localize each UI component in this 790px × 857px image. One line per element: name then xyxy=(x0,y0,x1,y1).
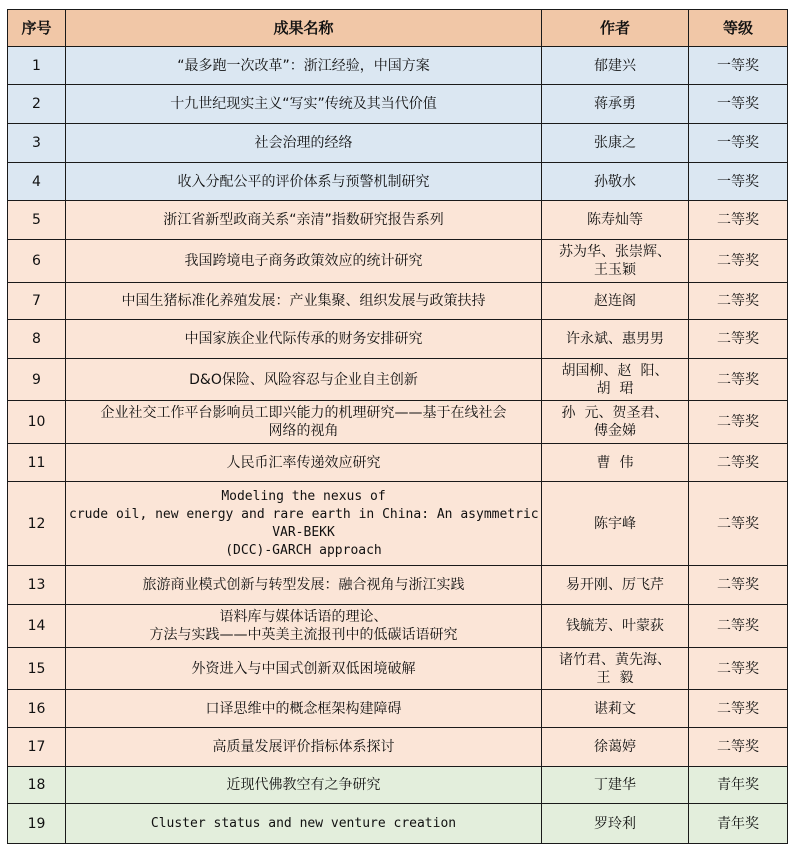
cell-grade: 二等奖 xyxy=(689,444,788,482)
cell-grade: 一等奖 xyxy=(689,124,788,163)
author-line: 陈寿灿等 xyxy=(587,212,643,228)
table-row xyxy=(8,85,788,124)
cell-title xyxy=(66,804,542,844)
cell-grade: 二等奖 xyxy=(689,320,788,359)
table-row xyxy=(8,444,788,482)
cell-grade: 二等奖 xyxy=(689,566,788,605)
cell-grade: 二等奖 xyxy=(689,240,788,283)
cell-grade: 一等奖 xyxy=(689,47,788,85)
cell-author xyxy=(542,728,689,767)
author-line: 曹 伟 xyxy=(596,454,634,471)
title-line: 网络的视角 xyxy=(268,423,339,439)
cell-author xyxy=(542,690,689,728)
cell-author xyxy=(542,482,689,566)
cell-no: 15 xyxy=(8,648,66,690)
cell-grade: 二等奖 xyxy=(689,605,788,648)
author-line: 孙 元、贺圣君、 xyxy=(561,405,669,421)
title-line: “最多跑一次改革”：浙江经验，中国方案 xyxy=(177,57,430,74)
cell-author xyxy=(542,359,689,401)
cell-title xyxy=(66,648,542,690)
title-line: 浙江省新型政商关系“亲清”指数研究报告系列 xyxy=(163,212,444,228)
table-row xyxy=(8,320,788,359)
cell-no: 3 xyxy=(8,124,66,163)
title-line: Modeling the nexus of xyxy=(221,488,386,504)
table-row xyxy=(8,690,788,728)
author-line: 郁建兴 xyxy=(594,57,636,74)
table-row xyxy=(8,401,788,444)
cell-author xyxy=(542,804,689,844)
header-grade: 等级 xyxy=(689,10,788,47)
cell-title xyxy=(66,444,542,482)
table-row xyxy=(8,482,788,566)
cell-title xyxy=(66,401,542,444)
cell-author xyxy=(542,201,689,240)
cell-title xyxy=(66,283,542,320)
cell-no: 5 xyxy=(8,201,66,240)
title-line: 高质量发展评价指标体系探讨 xyxy=(212,739,395,755)
cell-author xyxy=(542,163,689,201)
title-line: crude oil, new energy and rare earth in China: An asymmetric xyxy=(69,506,539,522)
author-line: 钱毓芳、叶蒙荻 xyxy=(566,618,664,634)
author-line: 张康之 xyxy=(594,135,636,151)
title-line: 旅游商业模式创新与转型发展：融合视角与浙江实践 xyxy=(142,577,465,593)
author-line: 易开刚、厉飞芹 xyxy=(566,577,664,593)
cell-no: 9 xyxy=(8,359,66,401)
author-line: 赵连阁 xyxy=(594,293,636,309)
cell-author xyxy=(542,401,689,444)
cell-no: 12 xyxy=(8,482,66,566)
title-line: 中国家族企业代际传承的财务安排研究 xyxy=(184,331,423,347)
table-row xyxy=(8,283,788,320)
cell-author xyxy=(542,240,689,283)
cell-author xyxy=(542,47,689,85)
cell-author xyxy=(542,767,689,804)
table-row xyxy=(8,240,788,283)
cell-no: 19 xyxy=(8,804,66,844)
author-line: 陈宇峰 xyxy=(594,515,636,532)
table-row xyxy=(8,359,788,401)
table-row xyxy=(8,47,788,85)
cell-author xyxy=(542,444,689,482)
cell-title xyxy=(66,767,542,804)
cell-title xyxy=(66,728,542,767)
author-line: 苏为华、张崇辉、 xyxy=(559,244,671,260)
header-no: 序号 xyxy=(8,10,66,47)
author-line: 孙敬水 xyxy=(594,173,636,190)
author-line: 蒋承勇 xyxy=(594,96,636,112)
table-row xyxy=(8,648,788,690)
cell-author xyxy=(542,605,689,648)
table-body xyxy=(8,47,788,844)
cell-author xyxy=(542,320,689,359)
cell-title xyxy=(66,359,542,401)
title-line: 收入分配公平的评价体系与预警机制研究 xyxy=(177,173,430,190)
cell-no: 13 xyxy=(8,566,66,605)
title-line: 社会治理的经络 xyxy=(254,135,353,151)
cell-author xyxy=(542,283,689,320)
cell-author xyxy=(542,124,689,163)
cell-author xyxy=(542,648,689,690)
table-row xyxy=(8,566,788,605)
cell-no: 17 xyxy=(8,728,66,767)
title-line: Cluster status and new venture creation xyxy=(150,815,457,831)
cell-grade: 一等奖 xyxy=(689,163,788,201)
author-line: 王玉颖 xyxy=(594,262,636,278)
cell-grade: 二等奖 xyxy=(689,283,788,320)
title-line: 企业社交工作平台影响员工即兴能力的机理研究——基于在线社会 xyxy=(100,405,507,421)
cell-title xyxy=(66,605,542,648)
cell-title xyxy=(66,240,542,283)
table-row xyxy=(8,804,788,844)
title-line: 外资进入与中国式创新双低困境破解 xyxy=(191,660,416,677)
table-row xyxy=(8,163,788,201)
cell-no: 4 xyxy=(8,163,66,201)
cell-title xyxy=(66,85,542,124)
cell-grade: 二等奖 xyxy=(689,690,788,728)
cell-grade: 青年奖 xyxy=(689,767,788,804)
cell-no: 2 xyxy=(8,85,66,124)
table-row xyxy=(8,767,788,804)
cell-title xyxy=(66,482,542,566)
cell-no: 6 xyxy=(8,240,66,283)
cell-no: 11 xyxy=(8,444,66,482)
header-author: 作者 xyxy=(542,10,689,47)
author-line: 傅金娣 xyxy=(594,423,636,439)
author-line: 谌莉文 xyxy=(594,700,636,717)
cell-no: 14 xyxy=(8,605,66,648)
table-row xyxy=(8,605,788,648)
cell-title xyxy=(66,47,542,85)
cell-grade: 青年奖 xyxy=(689,804,788,844)
title-line: 十九世纪现实主义“写实”传统及其当代价值 xyxy=(170,96,437,112)
awards-table xyxy=(7,9,788,844)
title-line: VAR-BEKK xyxy=(272,524,335,540)
cell-no: 7 xyxy=(8,283,66,320)
author-line: 胡国柳、赵 阳、 xyxy=(561,362,669,379)
table-row xyxy=(8,728,788,767)
cell-grade: 二等奖 xyxy=(689,201,788,240)
cell-grade: 二等奖 xyxy=(689,401,788,444)
cell-title xyxy=(66,566,542,605)
author-line: 诸竹君、黄先海、 xyxy=(559,651,671,668)
title-line: D&O保险、风险容忍与企业自主创新 xyxy=(189,371,418,388)
cell-grade: 二等奖 xyxy=(689,359,788,401)
table-row xyxy=(8,124,788,163)
title-line: 人民币汇率传递效应研究 xyxy=(226,454,381,471)
cell-grade: 二等奖 xyxy=(689,728,788,767)
header-row xyxy=(8,10,788,47)
cell-author xyxy=(542,85,689,124)
title-line: 方法与实践——中英美主流报刊中的低碳话语研究 xyxy=(149,627,458,643)
author-line: 胡 珺 xyxy=(596,380,634,397)
author-line: 罗玲利 xyxy=(594,815,636,832)
author-line: 徐蔼婷 xyxy=(594,739,636,755)
title-line: 口译思维中的概念框架构建障碍 xyxy=(205,700,402,717)
header-title: 成果名称 xyxy=(66,10,542,47)
title-line: (DCC)-GARCH approach xyxy=(225,542,382,558)
title-line: 近现代佛教空有之争研究 xyxy=(226,777,381,793)
cell-grade: 二等奖 xyxy=(689,648,788,690)
title-line: 语料库与媒体话语的理论、 xyxy=(219,609,388,625)
title-line: 中国生猪标准化养殖发展：产业集聚、组织发展与政策扶持 xyxy=(121,293,486,309)
cell-no: 1 xyxy=(8,47,66,85)
cell-no: 16 xyxy=(8,690,66,728)
cell-no: 18 xyxy=(8,767,66,804)
cell-title xyxy=(66,163,542,201)
cell-title xyxy=(66,320,542,359)
cell-title xyxy=(66,690,542,728)
author-line: 许永斌、惠男男 xyxy=(566,331,664,347)
cell-grade: 二等奖 xyxy=(689,482,788,566)
table-row xyxy=(8,201,788,240)
cell-title xyxy=(66,124,542,163)
cell-grade: 一等奖 xyxy=(689,85,788,124)
author-line: 丁建华 xyxy=(594,777,636,793)
cell-title xyxy=(66,201,542,240)
cell-author xyxy=(542,566,689,605)
title-line: 我国跨境电子商务政策效应的统计研究 xyxy=(184,253,423,269)
cell-no: 8 xyxy=(8,320,66,359)
cell-no: 10 xyxy=(8,401,66,444)
author-line: 王 毅 xyxy=(596,669,634,686)
